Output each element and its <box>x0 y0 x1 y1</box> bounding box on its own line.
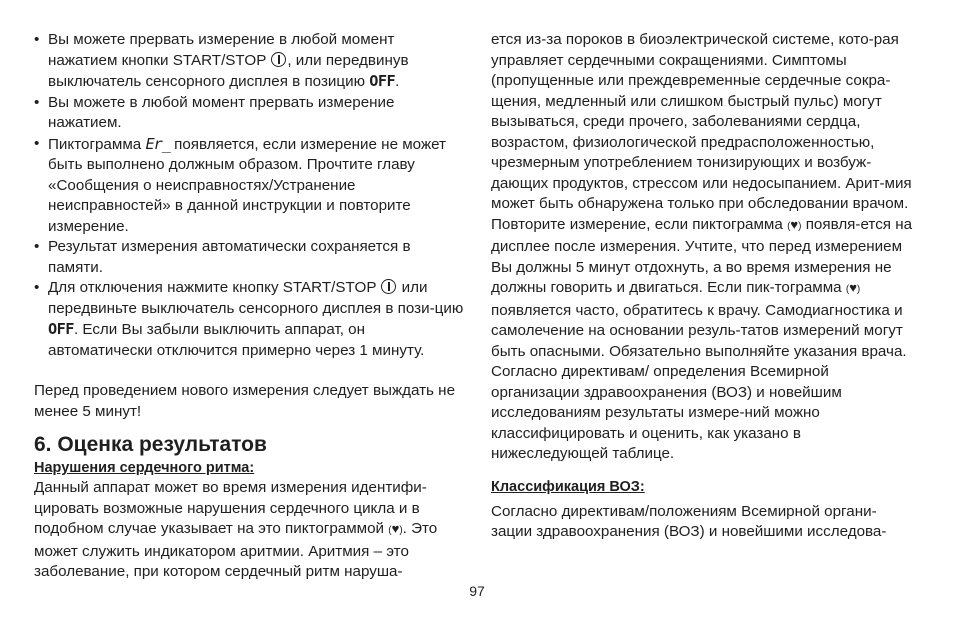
heart-arrhythmia-icon: (♥) <box>787 216 802 232</box>
list-item <box>34 30 466 93</box>
list-item <box>34 278 466 361</box>
section-title: 6. Оценка результатов <box>34 433 267 456</box>
bullet-text: или передвиньте выключатель сенсорного дисплея в пози-цию <box>48 279 464 317</box>
who-classification-subheading: Классификация ВОЗ: <box>491 478 645 495</box>
heart-arrhythmia-icon: (♥) <box>388 521 403 536</box>
who-paragraph: Согласно директивам/положениям Всемирной органи-зации здравоохранения (ВОЗ) и новейшими исследова- <box>491 502 887 540</box>
power-icon <box>381 279 396 294</box>
list-item <box>34 93 466 134</box>
arrhythmia-continued: ется из-за пороков в биоэлектрической системе, кото-рая управляет сердечными сокращениями. Симптомы (пропущенные или преждевременные сердечные сокра-щения, медленный или слишком быстрый пульс) могут вызываться, среди прочего, заболеваниями сердца, возрастом, физиологической предрасположенностью, чрезмерным употреблением тонизирующих и возбуж-дающих продуктов, стрессом или недосыпанием. Арит-мия может быть обнаружена только при обследовании врачом. <box>491 31 912 212</box>
paragraph-text: появля-ется на дисплее после измерения. Учтите, что перед измерением Вы должны 5 минут отдохнуть, а во время измерения не должны говорить и двигаться. Если пик-тограмма <box>491 215 913 296</box>
bullet-text: Для отключения нажмите кнопку START/STOP <box>48 279 377 296</box>
left-column <box>34 30 466 583</box>
bullet-text: Результат измерения автоматически сохраняется в памяти. <box>48 238 411 276</box>
off-label: OFF <box>369 72 396 90</box>
bullet-text: , или передвинув выключатель сенсорного дисплея в позицию <box>48 51 409 90</box>
bullet-text: . <box>395 73 400 90</box>
bullet-text: . Если Вы забыли выключить аппарат, он автоматически отключится примерно через 1 минуту. <box>48 321 425 359</box>
repeat-measurement-paragraph <box>491 215 915 465</box>
list-item <box>34 237 466 278</box>
paragraph-text: . Это может служить индикатором аритмии. Аритмия – это заболевание, при котором сердечный ритм наруша- <box>34 520 438 580</box>
page-number: 97 <box>469 583 485 599</box>
off-label: OFF <box>48 320 74 338</box>
arrhythmia-paragraph <box>34 478 466 583</box>
power-icon <box>271 52 286 67</box>
error-icon: Er_ <box>145 134 170 153</box>
bullet-text: Вы можете в любой момент прервать измерение нажатием. <box>48 93 395 131</box>
bullet-text: Вы можете прервать измерение в любой момент нажатием кнопки START/STOP <box>48 31 395 69</box>
bullet-text: Пиктограмма <box>48 135 142 153</box>
wait-note: Перед проведением нового измерения следует выждать не менее 5 минут! <box>34 382 456 420</box>
list-item <box>34 134 466 238</box>
bullet-text: появляется, если измерение не может быть выполнено должным образом. Прочтите главу «Сообщения о неисправностях/Устранение неисправностей» в данной инструкции и повторите измерение. <box>48 135 447 235</box>
instruction-list <box>34 30 466 361</box>
heart-arrhythmia-icon: (♥) <box>845 280 861 295</box>
paragraph-text: появляется часто, обратитесь к врачу. Самодиагностика и самолечение на основании резуль-татов измерений могут быть опасными. Обязательно выполняйте указания врача. Согласно директивам/ определения Всемирной организации здравоохранения (ВОЗ) и новейшим исследованиям результаты измере-ний можно классифицировать и оценить, как указано в нижеследующей таблице. <box>491 301 907 462</box>
paragraph-text: Данный аппарат может во время измерения идентифи-цировать возможные нарушения сердечного цикла и в подобном случае указывает на это пиктограммой <box>34 479 427 537</box>
right-column <box>491 30 915 543</box>
paragraph-text: Повторите измерение, если пиктограмма <box>491 215 783 233</box>
arrhythmia-subheading: Нарушения сердечного ритма: <box>34 460 255 476</box>
